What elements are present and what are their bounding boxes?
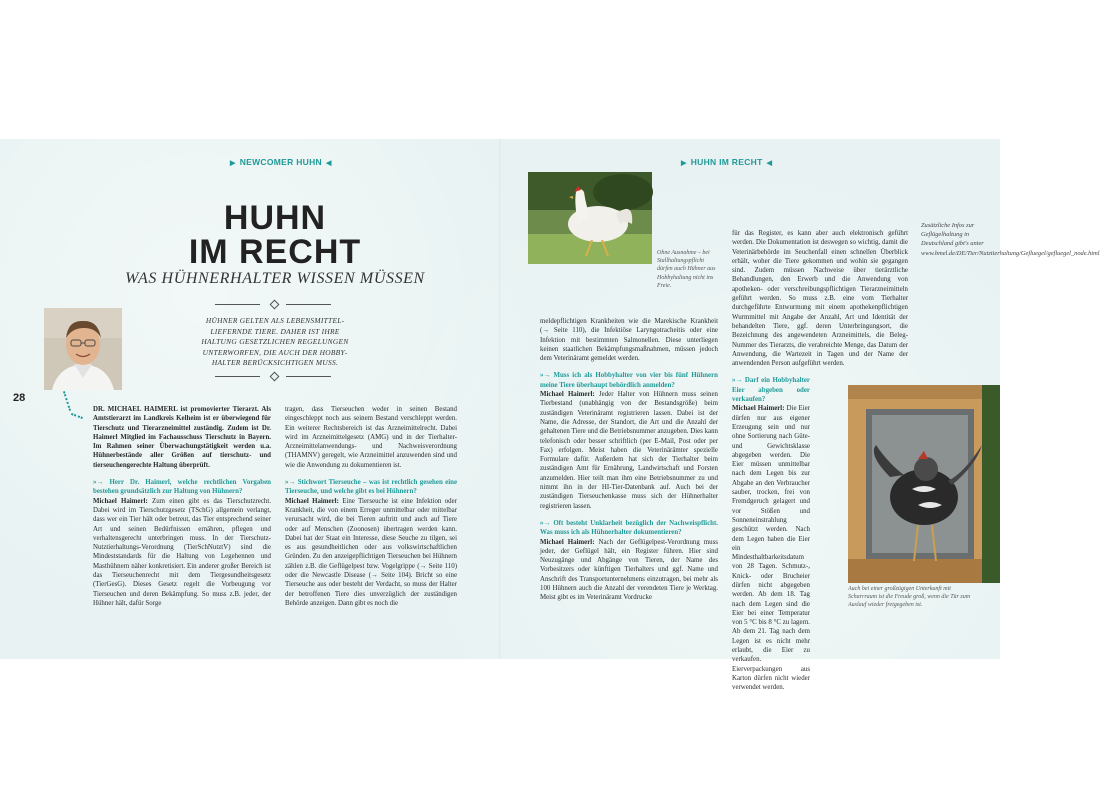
page-title — [160, 201, 390, 269]
white-chicken-illustration — [528, 172, 652, 264]
magazine-spread — [0, 139, 1100, 692]
body-text: meldepflichtigen Krankheiten wie die Marekische Krankheit (→ Seite 110), die Infektiöse Laryngotracheitis oder eine Infektion mit bestimmten Salmonellen. Diese unterliegen keinen staatlichen Bekämpfungsmaßnahmen, müssen jedoch dem Veterinäramt gemeldet werden. — [540, 318, 718, 363]
dotted-connector — [71, 413, 83, 419]
kicker-left — [226, 157, 336, 167]
interview-question: »→ Muss ich als Hobbyhalter von vier bis fünf Hühnern meine Tiere überhaupt behördlich anmelden? — [540, 372, 718, 389]
answer-text: Zum einen gibt es das Tierschutzrecht. Dabei wird im Tierschutzgesetz (TSchG) allgemein verlangt, dass wer ein Tier hält oder betreut, das Tier entsprechend seiner Art und seinen Bedürfnissen ernähren, pflegen und verhaltensgerecht unterbringen muss. In der Tierschutz-Nutztierhaltungs-Verordnung (TierSchNutztV) sind die Mindeststandards für die Haltung von Legehennen und Masthühnern näher konkretisiert. Ein anderer großer Bereich ist das Tierseuchenrecht mit dem Tiergesundheitsgesetz (TierGesG). Dieses Gesetz regelt die Vorbeugung vor Tierseuchen und deren Bekämpfung. So muss z.B. jeder, der Hühner hält, dafür Sorge — [93, 497, 271, 607]
body-text: tragen, dass Tierseuchen weder in seinen Bestand eingeschleppt noch aus seinem Bestand verschleppt werden. Ein weiterer Rechtsbereich ist das Arzneimittelrecht. Dabei wird im Arzneimittelgesetz (AMG) und in der Tierhalter-Arzneimittelanwendungs- und Nachweisverordnung (THAMNV) geregelt, wie Arzneimittel anzuwenden sind und wie die Anwendung zu dokumentieren ist. — [285, 406, 457, 469]
page-number: 28 — [13, 392, 26, 404]
article-column-3 — [540, 317, 718, 603]
triangle-left-icon: ◀ — [325, 160, 332, 167]
article-column-1 — [93, 405, 271, 608]
coop-chicken-illustration — [848, 385, 1000, 583]
page-subtitle: WAS HÜHNERHALTER WISSEN MÜSSEN — [125, 270, 425, 287]
body-text: für das Register, es kann aber auch elektronisch geführt werden. Die Dokumentation ist deswegen so wichtig, damit die Veterinärbehörde im Seuchenfall einen schnellen Überblick erhält, woher die Tiere gekommen und wohin sie gegangen sind. Zudem müssen Nachweise über tierärztliche Behandlungen, den Erwerb und die Anwendung von apotheken- oder verschreibungspflichtigen Tierarzneimitteln geführt werden. So muss z.B. eine vom Tierhalter durchgeführte Entwurmung mit einem apothekenpflichtigen Wurmmittel mit Angabe der Anzahl, Art und Identität der behandelten Tiere, ggf. deren Unterbringungsort, die Bezeichnung des angewendeten Arzneimittels, die Beleg-Nummer des Tierarzts, die verabreichte Menge, das Datum der Anwendung, die Wartezeit in Tagen und der Name der anwendenden Person aufgeführt werden. — [732, 230, 908, 368]
ornament-line — [215, 304, 260, 305]
coop-photo — [848, 385, 1000, 583]
kicker-left-label: NEWCOMER HUHN — [239, 157, 322, 167]
article-column-2 — [285, 405, 457, 608]
ornament-line — [215, 376, 260, 377]
ornament-line — [286, 376, 331, 377]
interview-question: »→ Stichwort Tierseuche – was ist rechtlich gesehen eine Tierseuche, und welche gibt es bei Hühnern? — [285, 479, 457, 496]
chicken-photo-caption: Ohne Ausnahme – bei Stallhaltungspflicht dürfen auch Hühner aus Hobbyhaltung nicht ins Freie. — [657, 250, 716, 289]
author-intro: DR. MICHAEL HAIMERL ist promovierter Tierarzt. Als Amtstierarzt im Landkreis Kelheim ist er überwiegend für Tierschutz und Tierarzneimittel zuständig. Zudem ist Dr. Haimerl Mitglied im Fachausschuss Tierschutz in Bayern. Im Rahmen seiner Überwachungstätigkeit werden u.a. Hühnerbestände aller Größen auf tierschutz- und tierseuchengerechte Haltung überprüft. — [93, 406, 271, 469]
interview-question: »→ Oft besteht Unklarheit bezüglich der Nachweispflicht. Was muss ich als Hühnerhalter dokumentieren? — [540, 519, 718, 537]
kicker-right — [677, 157, 776, 167]
chicken-photo — [528, 172, 652, 264]
portrait-illustration — [44, 308, 122, 390]
speaker-label: Michael Haimerl: — [540, 538, 595, 546]
interview-question: »→ Herr Dr. Haimerl, welche rechtlichen Vorgaben bestehen grundsätzlich zur Haltung von Hühnern? — [93, 479, 271, 496]
intro-deck: HÜHNER GELTEN ALS LEBENSMITTELLIEFERNDE TIERE. DAHER IST IHRE HALTUNG GESETZLICHEN REGELUNGEN UNTERWORFEN, DIE AUCH DER HOBBYHALTER BERÜCKSICHTIGEN MUSS. — [201, 316, 349, 368]
kicker-right-label: HUHN IM RECHT — [690, 157, 763, 167]
answer-text: Die Eier dürfen nur aus eigener Erzeugung sein und nur ohne Sortierung nach Güte- und Gewichtsklasse abgegeben werden. Die Eier müssen unmittelbar nach dem Legen bis zur Abgabe an den Verbraucher sauber, trocken, frei von Fremdgeruch gelagert und vor Stößen und Sonneneinstrahlung geschützt werden. Nach dem Legen haben die Eier ein Mindesthaltbarkeitsdatum von 28 Tagen. Schmutz-, Knick- oder Brucheier dürfen nicht abgegeben werden. Ab dem 18. Tag nach dem Legen sind die Eier bei einer Temperatur von 5 °C bis 8 °C zu lagern. Ab dem 21. Tag nach dem Legen ist es nicht mehr erlaubt, die Eier zu verkaufen. Eierverpackungen aus Karton dürfen nicht wieder verwendet werden. — [732, 405, 810, 692]
ornament-line — [286, 304, 331, 305]
gutter — [499, 139, 501, 659]
answer-text: Nach der Geflügelpest-Verordnung muss jeder, der Geflügel hält, ein Register führen. Hier sind Neuzugänge und Abgänge von Tieren, der Name des Vorbesitzers oder künftigen Tierhalters und ggf. Name und Anschrift des Transportunternehmens einzutragen, bei mehr als 100 Hühnern auch die Anzahl der verendeten Tiere je Werktag. Meist gibt es im Veterinäramt Vordrucke — [540, 538, 718, 602]
side-note: Zusätzliche Infos zur Geflügelhaltung in Deutschland gibt's unter www.bmel.de/DE/Tier/Nutztierhaltung/Gefluegel/gefluegel_node.html — [921, 222, 1100, 257]
speaker-label: Michael Haimerl: — [93, 497, 148, 505]
triangle-right-icon: ▶ — [681, 160, 687, 167]
coop-photo-caption: Auch bei einer großzügigen Unterkunft mit Scharrraum ist die Freude groß, wenn die Tür zum Auslauf wieder freigegeben ist. — [848, 586, 971, 609]
title-line-1: HUHN — [223, 199, 327, 237]
speaker-label: Michael Haimerl: — [540, 391, 595, 399]
ornament-diamond — [270, 372, 280, 382]
interview-question: »→ Darf ein Hobbyhalter Eier abgeben oder verkaufen? — [732, 377, 810, 404]
ornament-diamond — [270, 300, 280, 310]
triangle-right-icon: ▶ — [230, 160, 236, 167]
dotted-connector — [63, 391, 71, 411]
answer-text: Jeder Halter von Hühnern muss seinen Tierbestand (unabhängig von der Bestandsgröße) beim zuständigen Veterinäramt registrieren lassen. Dabei ist der Name, die Adresse, der Standort, die Art und die Anzahl der gehaltenen Tiere und die Betriebsnummer anzugeben. Dies kann telefonisch oder besser schriftlich (per E-Mail, Post oder per Fax) erfolgen. Meist haben die Veterinärämter spezielle Formulare dafür. Außerdem hat sich der Tierhalter beim zuständigen Amt für Ernährung, Landwirtschaft und Forsten anzumelden. Hier teilt man ihm eine Betriebsnummer zu und nimmt ihn in der HI-Tier-Datenbank auf. Auch bei der zuständigen Tierseuchenkasse muss sich der Hühnerhalter registrieren lassen. — [540, 391, 718, 510]
triangle-left-icon: ◀ — [766, 160, 773, 167]
answer-text: Eine Tierseuche ist eine Infektion oder Krankheit, die von einem Erreger unmittelbar oder mittelbar verursacht wird, die bei Tieren auftritt und auch auf Tiere oder auf Menschen (Zoonosen) übertragen werden kann. Dabei hat der Staat ein Interesse, diese Seuche zu tilgen, sei es aus gesundheitlichen oder aus volkswirtschaftlichen Gründen. Zu den anzeigepflichtigen Tierseuchen bei Hühnern zählen z.B. die Geflügelpest bzw. Vogelgrippe (→ Seite 110) oder die Newcastle Disease (→ Seite 104). Bricht so eine Tierseuche aus oder besteht der Verdacht, so muss der Halter der betroffenen Tiere dies unverzüglich der zuständigen Behörde anzeigen. Dann gibt es noch die — [285, 497, 457, 607]
title-line-2: IM RECHT — [188, 233, 362, 271]
speaker-label: Michael Haimerl: — [732, 405, 785, 413]
portrait-photo — [44, 308, 122, 390]
speaker-label: Michael Haimerl: — [285, 497, 339, 505]
